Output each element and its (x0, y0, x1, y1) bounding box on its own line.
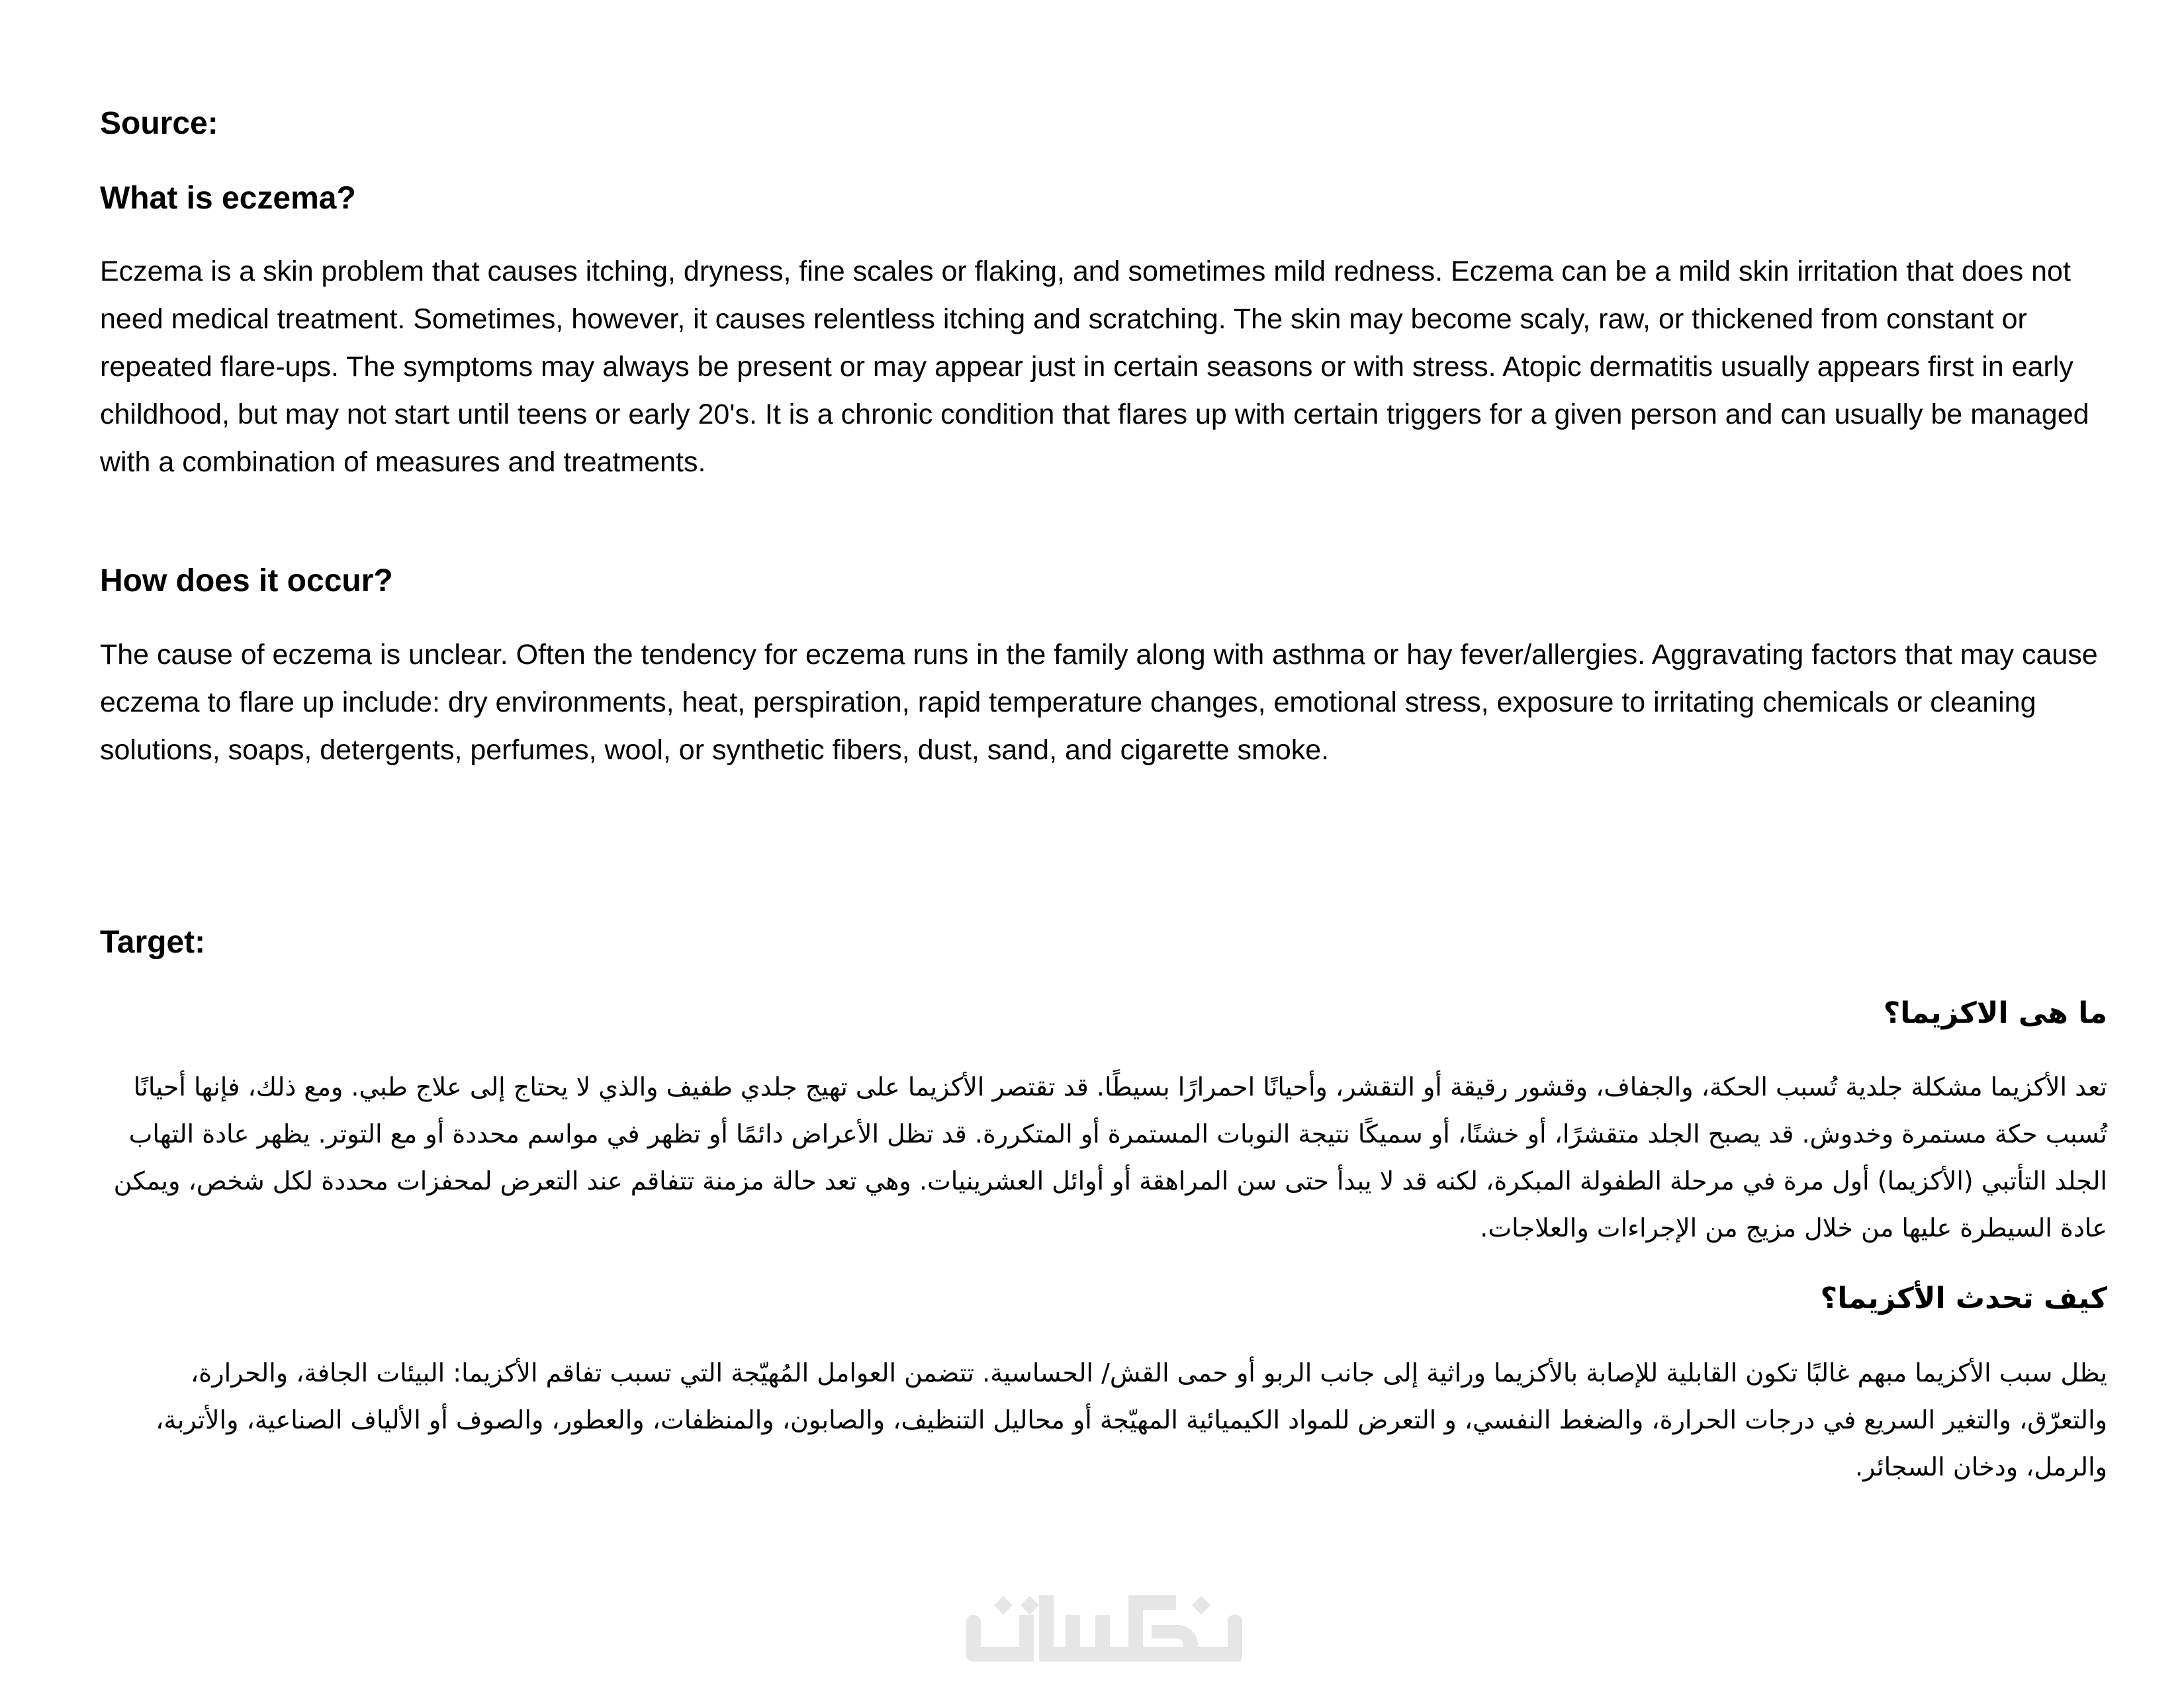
target-label: Target: (100, 925, 206, 960)
source-label: Source: (100, 106, 218, 141)
target-paragraph-how-does-it-occur: يظل سبب الأكزيما مبهم غالبًا تكون القابلية للإصابة بالأكزيما وراثية إلى جانب الربو أو حمى القش/ الحساسية. تتضمن العوامل المُهيّجة التي تسبب تفاقم الأكزيما: البيئات الجافة، والحرارة، والتعرّق، والتغير السريع في درجات الحرارة، والضغط النفسي، و التعرض للمواد الكيميائية المهيّجة أو محاليل التنظيف، والصابون، والمنظفات، والعطور، والصوف أو الألياف الصناعية، والأتربة، والرمل، ودخان السجائر. (156, 1358, 2107, 1481)
source-heading-how-does-it-occur: How does it occur? (100, 563, 393, 598)
target-paragraph-what-is-eczema: تعد الأكزيما مشكلة جلدية تُسبب الحكة، والجفاف، وقشور رقيقة أو التقشر، وأحيانًا احمرارًا بسيطًا. قد تقتصر الأكزيما على تهيج جلدي طفيف والذي لا يحتاج إلى علاج طبي. ومع ذلك، فإنها أحيانًا تُسبب حكة مستمرة وخدوش. قد يصبح الجلد متقشرًا، أو خشنًا، أو سميكًا نتيجة النوبات المستمرة أو المتكررة. قد تظل الأعراض دائمًا أو تظهر في مواسم محددة أو مع التوتر. يظهر عادة التهاب الجلد التأتبي (الأكزيما) أول مرة في مرحلة الطفولة المبكرة، لكنه قد لا يبدأ حتى سن المراهقة أو أوائل العشرينيات. وهي تعد حالة مزمنة تتفاقم عند التعرض لمحفزات محددة لكل شخص، ويمكن عادة السيطرة عليها من خلال مزيج من الإجراءات والعلاجات. (113, 1072, 2107, 1243)
source-heading-what-is-eczema: What is eczema? (100, 181, 356, 216)
khamsat-watermark-logo (966, 1595, 1244, 1668)
target-heading-how-does-it-occur: كيف تحدث الأكزيما؟ (1820, 1282, 2107, 1315)
source-paragraph-what-is-eczema: Eczema is a skin problem that causes itching, dryness, fine scales or flaking, and sometimes mild redness. Eczema can be a mild skin irritation that does not need medical treatment. Sometimes, however, it causes relentless itching and scratching. The skin may become scaly, raw, or thickened from constant or repeated flare-ups. The symptoms may always be present or may appear just in certain seasons or with stress. Atopic dermatitis usually appears first in early childhood, but may not start until teens or early 20's. It is a chronic condition that flares up with certain triggers for a given person and can usually be managed with a combination of measures and treatments. (100, 256, 2089, 478)
source-paragraph-how-does-it-occur: The cause of eczema is unclear. Often the tendency for eczema runs in the family along with asthma or hay fever/allergies. Aggravating factors that may cause eczema to flare up include: dry environments, heat, perspiration, rapid temperature changes, emotional stress, exposure to irritating chemicals or cleaning solutions, soaps, detergents, perfumes, wool, or synthetic fibers, dust, sand, and cigarette smoke. (100, 639, 2098, 766)
target-heading-what-is-eczema: ما هى الاكزيما؟ (1883, 996, 2107, 1030)
